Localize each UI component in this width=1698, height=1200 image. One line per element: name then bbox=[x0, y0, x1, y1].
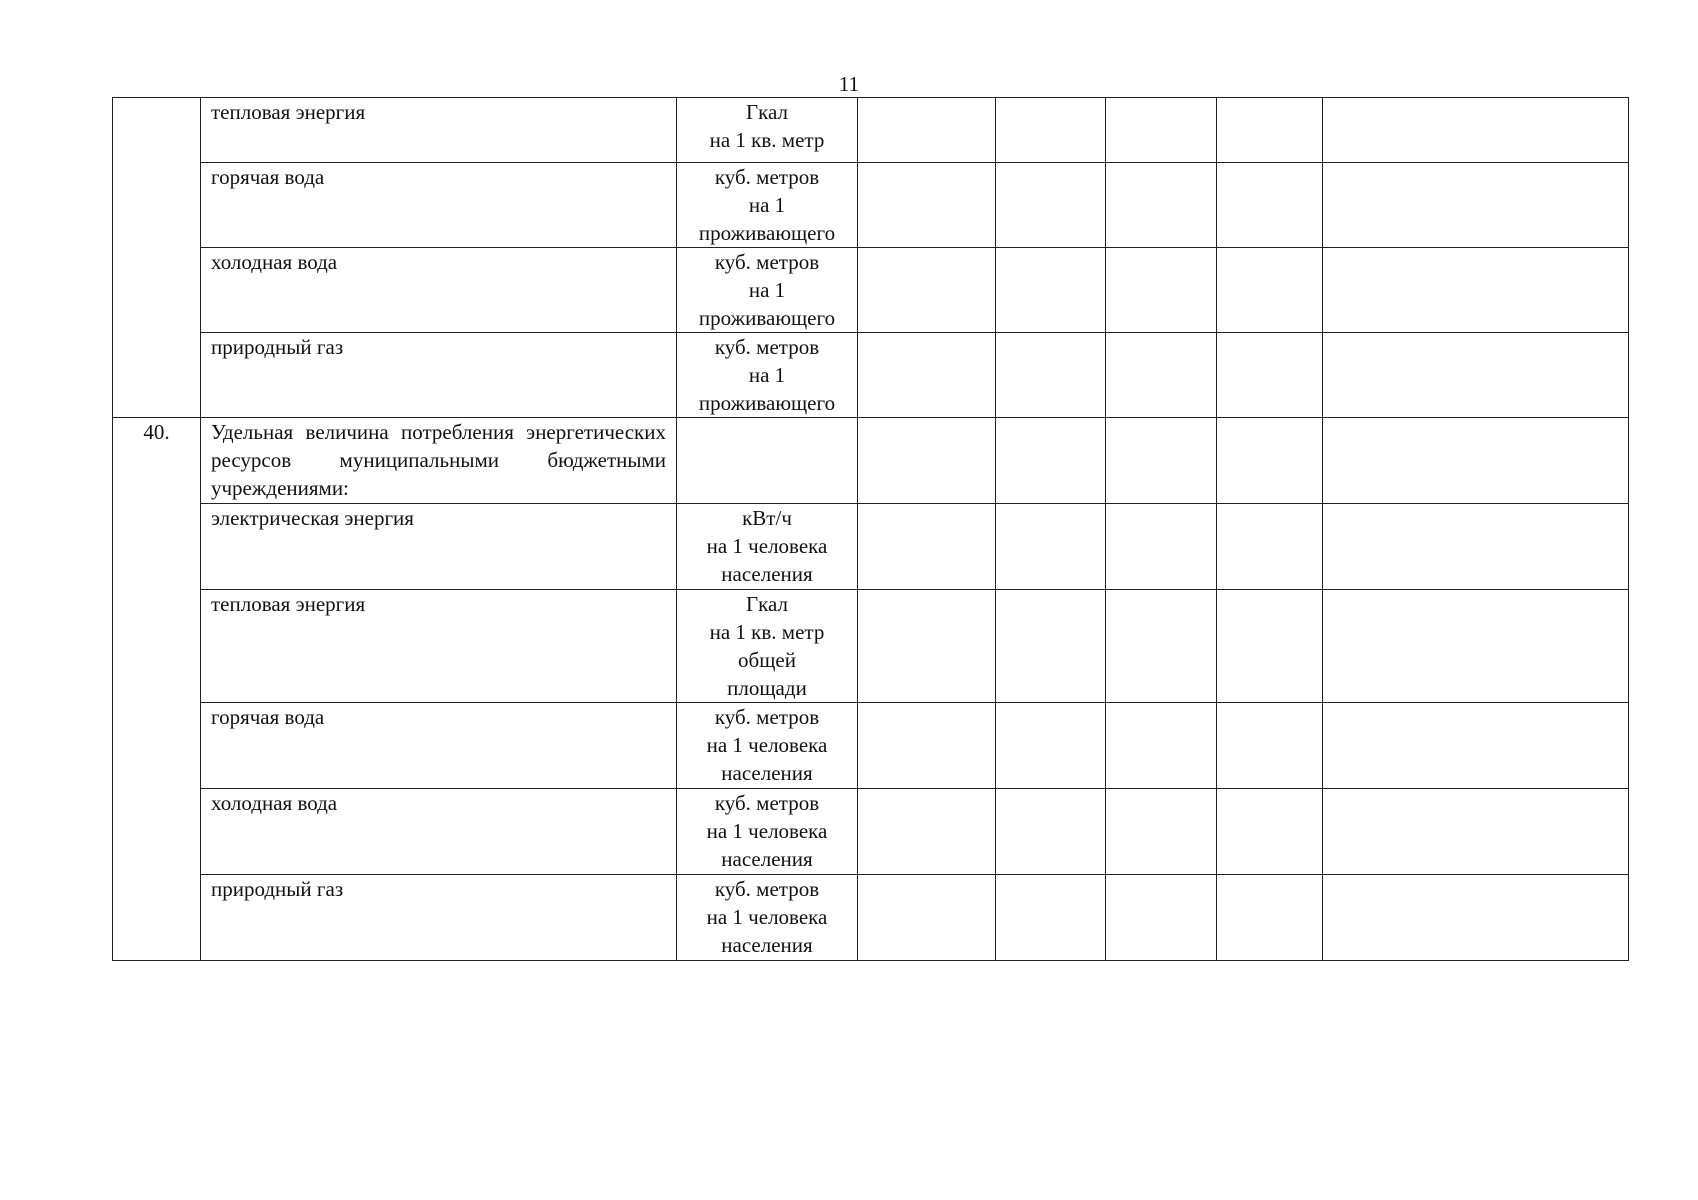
unit-cell: Гкал на 1 кв. метр bbox=[677, 98, 858, 163]
value-cell bbox=[858, 789, 996, 875]
indicator-name: холодная вода bbox=[201, 248, 677, 333]
unit-cell: куб. метров на 1 человека населения bbox=[677, 703, 858, 789]
value-cell bbox=[996, 504, 1106, 590]
value-cell bbox=[1106, 504, 1217, 590]
table-row bbox=[113, 504, 1629, 590]
number-cell bbox=[113, 98, 201, 418]
value-cell bbox=[858, 418, 996, 504]
value-cell bbox=[1217, 333, 1323, 418]
indicator-name: электрическая энергия bbox=[201, 504, 677, 590]
value-cell bbox=[1106, 590, 1217, 703]
page-number: 11 bbox=[838, 72, 860, 96]
indicator-name: природный газ bbox=[201, 875, 677, 961]
value-cell bbox=[1106, 333, 1217, 418]
unit-cell: куб. метров на 1 проживающего bbox=[677, 333, 858, 418]
item-number: 40. bbox=[113, 418, 201, 961]
unit-cell: куб. метров на 1 проживающего bbox=[677, 248, 858, 333]
value-cell bbox=[1217, 248, 1323, 333]
indicator-name: тепловая энергия bbox=[201, 590, 677, 703]
value-cell bbox=[1106, 248, 1217, 333]
value-cell bbox=[996, 875, 1106, 961]
value-cell bbox=[1217, 163, 1323, 248]
value-cell bbox=[858, 875, 996, 961]
value-cell bbox=[1217, 98, 1323, 163]
value-cell bbox=[858, 504, 996, 590]
unit-cell: кВт/ч на 1 человека населения bbox=[677, 504, 858, 590]
table-row bbox=[113, 789, 1629, 875]
table-row bbox=[113, 98, 1629, 163]
value-cell bbox=[858, 333, 996, 418]
value-cell bbox=[1323, 418, 1629, 504]
value-cell bbox=[858, 163, 996, 248]
unit-cell: куб. метров на 1 проживающего bbox=[677, 163, 858, 248]
unit-cell bbox=[677, 418, 858, 504]
value-cell bbox=[1323, 163, 1629, 248]
indicator-title: Удельная величина потребления энергетических ресурсов муниципальными бюджетными учреждениями: bbox=[201, 418, 677, 504]
value-cell bbox=[996, 789, 1106, 875]
value-cell bbox=[1323, 98, 1629, 163]
table-row bbox=[113, 703, 1629, 789]
unit-cell: куб. метров на 1 человека населения bbox=[677, 789, 858, 875]
value-cell bbox=[1217, 789, 1323, 875]
value-cell bbox=[996, 98, 1106, 163]
value-cell bbox=[1106, 418, 1217, 504]
value-cell bbox=[1323, 504, 1629, 590]
value-cell bbox=[1217, 418, 1323, 504]
value-cell bbox=[1217, 703, 1323, 789]
indicators-table bbox=[112, 97, 1629, 961]
table-row bbox=[113, 333, 1629, 418]
value-cell bbox=[1217, 875, 1323, 961]
value-cell bbox=[858, 98, 996, 163]
indicator-name: горячая вода bbox=[201, 163, 677, 248]
indicator-name: тепловая энергия bbox=[201, 98, 677, 163]
value-cell bbox=[996, 590, 1106, 703]
value-cell bbox=[1106, 789, 1217, 875]
value-cell bbox=[1106, 163, 1217, 248]
table-row bbox=[113, 590, 1629, 703]
table-row bbox=[113, 875, 1629, 961]
indicator-name: холодная вода bbox=[201, 789, 677, 875]
table-row bbox=[113, 163, 1629, 248]
value-cell bbox=[1217, 590, 1323, 703]
value-cell bbox=[1323, 590, 1629, 703]
value-cell bbox=[1106, 875, 1217, 961]
value-cell bbox=[1323, 248, 1629, 333]
indicator-name: горячая вода bbox=[201, 703, 677, 789]
value-cell bbox=[858, 590, 996, 703]
value-cell bbox=[1217, 504, 1323, 590]
value-cell bbox=[996, 333, 1106, 418]
value-cell bbox=[1323, 789, 1629, 875]
value-cell bbox=[996, 703, 1106, 789]
value-cell bbox=[996, 418, 1106, 504]
value-cell bbox=[1106, 98, 1217, 163]
value-cell bbox=[1323, 333, 1629, 418]
unit-cell: Гкал на 1 кв. метр общей площади bbox=[677, 590, 858, 703]
value-cell bbox=[1106, 703, 1217, 789]
value-cell bbox=[996, 248, 1106, 333]
value-cell bbox=[1323, 875, 1629, 961]
indicator-name: природный газ bbox=[201, 333, 677, 418]
unit-cell: куб. метров на 1 человека населения bbox=[677, 875, 858, 961]
value-cell bbox=[858, 248, 996, 333]
value-cell bbox=[996, 163, 1106, 248]
value-cell bbox=[858, 703, 996, 789]
table-row bbox=[113, 418, 1629, 504]
value-cell bbox=[1323, 703, 1629, 789]
table-row bbox=[113, 248, 1629, 333]
